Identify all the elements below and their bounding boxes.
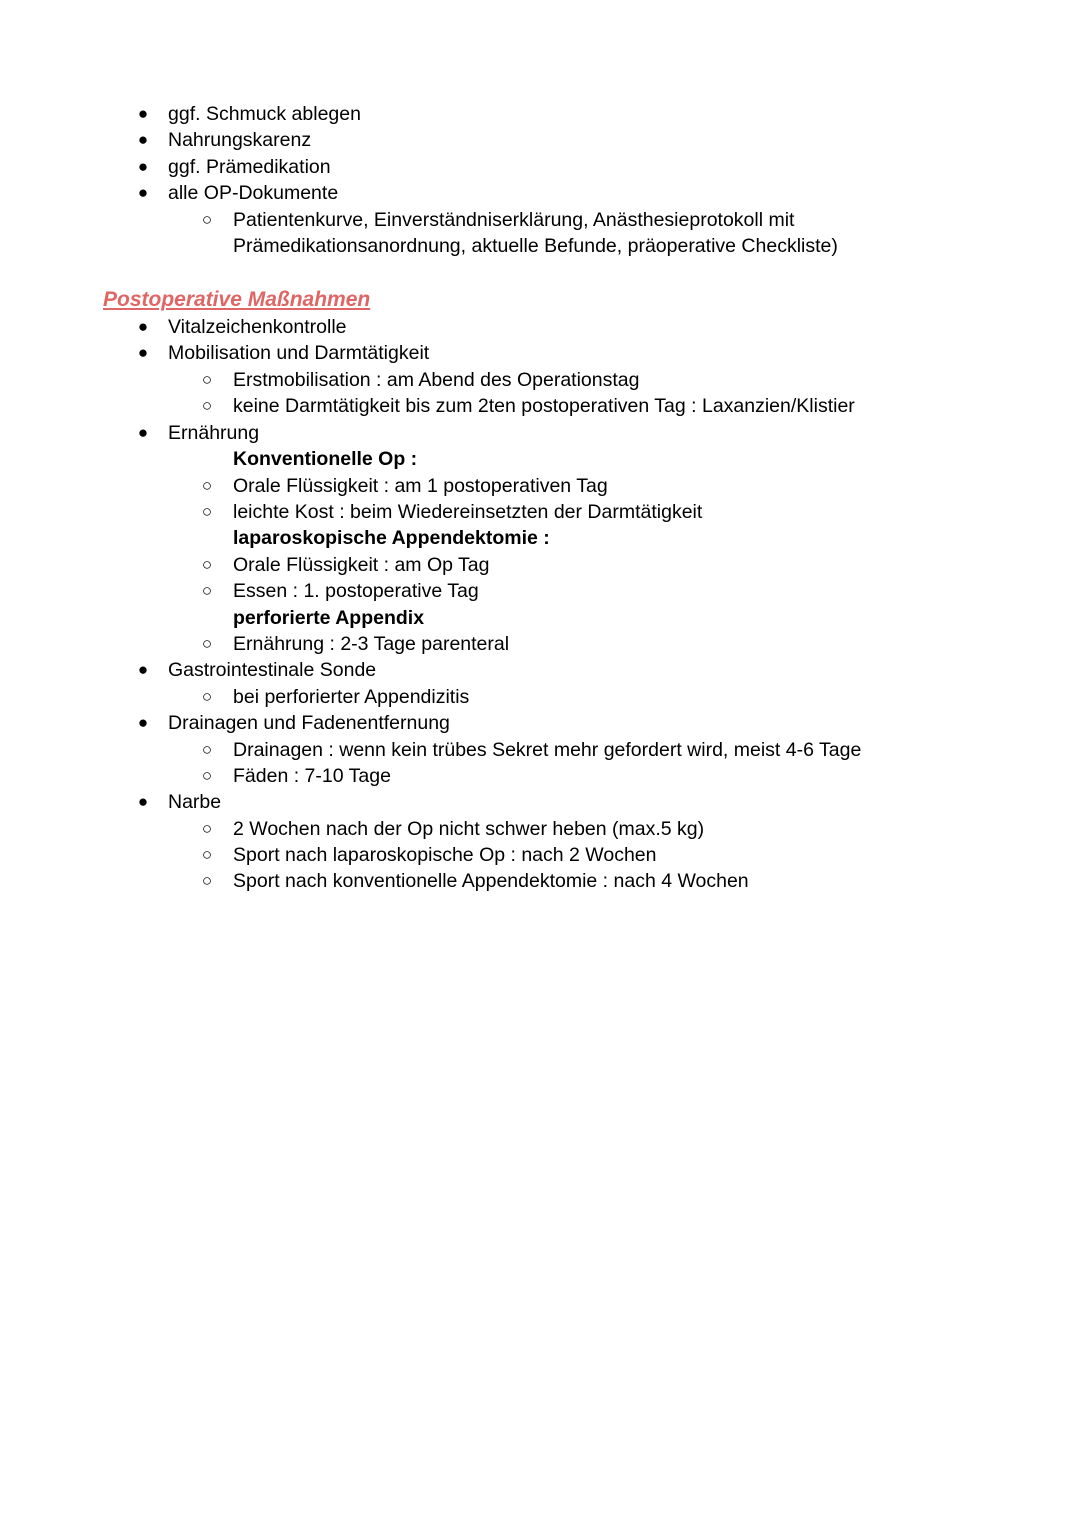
circle-bullet-icon: ○ [201, 396, 213, 415]
sub-heading-text: perforierte Appendix [233, 607, 425, 629]
list-item-text: Nahrungskarenz [168, 129, 312, 151]
list-item-text: ggf. Schmuck ablegen [168, 103, 361, 125]
sub-list-item-text: Sport nach konventionelle Appendektomie : nach 4 Wochen [233, 870, 749, 892]
list-item-text: Narbe [168, 791, 222, 813]
sub-list-item-text: 2 Wochen nach der Op nicht schwer heben (max.5 kg) [233, 818, 705, 840]
sub-list-item-text: Patientenkurve, Einverständniserklärung, Anästhesieprotokoll mit [233, 209, 795, 231]
sub-list-item-text: keine Darmtätigkeit bis zum 2ten postoperativen Tag : Laxanzien/Klistier [233, 395, 855, 417]
circle-bullet-icon: ○ [201, 370, 213, 389]
circle-bullet-icon: ○ [201, 740, 213, 759]
circle-bullet-icon: ○ [201, 766, 213, 785]
sub-list-item-text: Ernährung : 2-3 Tage parenteral [233, 633, 510, 655]
sub-list-item-text: Orale Flüssigkeit : am 1 postoperativen Tag [233, 475, 608, 497]
list-item-text: Ernährung [168, 422, 260, 444]
circle-bullet-icon: ○ [201, 845, 213, 864]
circle-bullet-icon: ○ [201, 476, 213, 495]
section-heading: Postoperative Maßnahmen [103, 288, 371, 311]
bullet-icon: ● [137, 317, 149, 336]
circle-bullet-icon: ○ [201, 581, 213, 600]
sub-list-item-text: Drainagen : wenn kein trübes Sekret mehr gefordert wird, meist 4-6 Tage [233, 739, 862, 761]
list-item-text: Gastrointestinale Sonde [168, 659, 377, 681]
bullet-icon: ● [137, 660, 149, 679]
sub-list-item-text: Fäden : 7-10 Tage [233, 765, 391, 787]
bullet-icon: ● [137, 183, 149, 202]
sub-list-item-text: Prämedikationsanordnung, aktuelle Befunde, präoperative Checkliste) [233, 235, 838, 257]
bullet-icon: ● [137, 423, 149, 442]
bullet-icon: ● [137, 792, 149, 811]
sub-list-item-text: Orale Flüssigkeit : am Op Tag [233, 554, 490, 576]
sub-list-item-text: leichte Kost : beim Wiedereinsetzten der Darmtätigkeit [233, 501, 703, 523]
list-item-text: ggf. Prämedikation [168, 156, 331, 178]
sub-list-item-text: Essen : 1. postoperative Tag [233, 580, 479, 602]
sub-list-item-text: Erstmobilisation : am Abend des Operationstag [233, 369, 640, 391]
bullet-icon: ● [137, 343, 149, 362]
circle-bullet-icon: ○ [201, 687, 213, 706]
bullet-icon: ● [137, 713, 149, 732]
circle-bullet-icon: ○ [201, 502, 213, 521]
circle-bullet-icon: ○ [201, 819, 213, 838]
bullet-icon: ● [137, 104, 149, 123]
circle-bullet-icon: ○ [201, 871, 213, 890]
circle-bullet-icon: ○ [201, 555, 213, 574]
list-item-text: alle OP-Dokumente [168, 182, 339, 204]
sub-heading-text: Konventionelle Op : [233, 448, 418, 470]
list-item-text: Vitalzeichenkontrolle [168, 316, 347, 338]
list-item-text: Mobilisation und Darmtätigkeit [168, 342, 430, 364]
sub-heading-text: laparoskopische Appendektomie : [233, 527, 550, 549]
list-item-text: Drainagen und Fadenentfernung [168, 712, 450, 734]
bullet-icon: ● [137, 130, 149, 149]
circle-bullet-icon: ○ [201, 210, 213, 229]
circle-bullet-icon: ○ [201, 634, 213, 653]
bullet-icon: ● [137, 157, 149, 176]
sub-list-item-text: bei perforierter Appendizitis [233, 686, 470, 708]
sub-list-item-text: Sport nach laparoskopische Op : nach 2 Wochen [233, 844, 657, 866]
